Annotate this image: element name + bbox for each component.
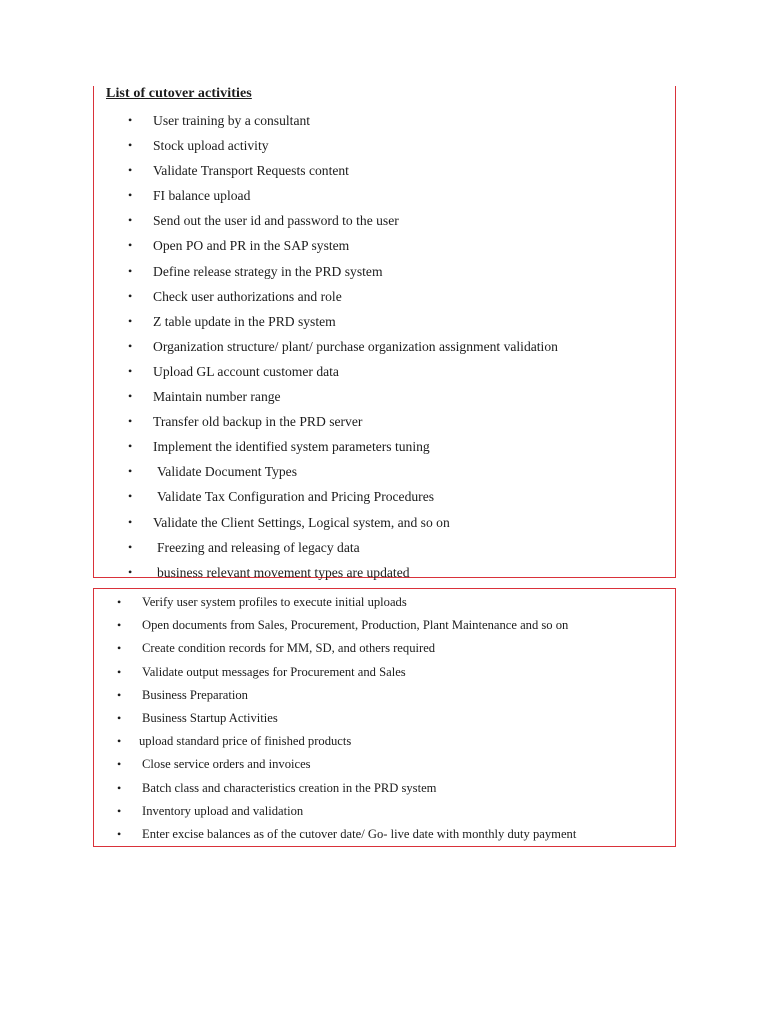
list-item-text: Business Preparation bbox=[142, 687, 248, 702]
list-item-text: Check user authorizations and role bbox=[153, 288, 342, 304]
list-item-text: Batch class and characteristics creation in the PRD system bbox=[142, 780, 437, 795]
list-item-text: Stock upload activity bbox=[153, 138, 269, 154]
list-item-text: Close service orders and invoices bbox=[142, 757, 311, 772]
list-item-text: upload standard price of finished products bbox=[139, 734, 352, 749]
list-item-text: Validate Transport Requests content bbox=[153, 163, 349, 179]
bullet-icon: • bbox=[128, 238, 133, 253]
list-item bbox=[124, 158, 675, 183]
list-item-text: Define release strategy in the PRD system bbox=[153, 263, 383, 279]
list-item-text: Freezing and releasing of legacy data bbox=[157, 539, 360, 555]
list-item bbox=[112, 730, 675, 753]
bullet-icon: • bbox=[128, 288, 133, 303]
list-item bbox=[124, 384, 675, 409]
list-item-text: Validate the Client Settings, Logical system, and so on bbox=[153, 514, 450, 530]
list-item bbox=[124, 108, 675, 133]
list-item bbox=[112, 777, 675, 800]
list-item bbox=[112, 684, 675, 707]
bullet-icon: • bbox=[128, 464, 133, 479]
list-item bbox=[124, 133, 675, 158]
list-item bbox=[112, 614, 675, 637]
list-item-text: Implement the identified system parameters tuning bbox=[153, 439, 430, 455]
list-item bbox=[124, 359, 675, 384]
list-item-text: Inventory upload and validation bbox=[142, 803, 304, 818]
list-item-text: business relevant movement types are updated bbox=[157, 564, 410, 580]
bullet-icon: • bbox=[117, 618, 122, 633]
list-item-text: Business Startup Activities bbox=[142, 710, 278, 725]
list-item bbox=[112, 591, 675, 614]
bullet-icon: • bbox=[117, 710, 122, 725]
additional-activities-box bbox=[93, 588, 676, 847]
list-item-text: User training by a consultant bbox=[153, 113, 311, 128]
list-item-text: Enter excise balances as of the cutover date/ Go- live date with monthly duty payment bbox=[142, 826, 577, 841]
additional-activities-list bbox=[112, 591, 675, 846]
list-item bbox=[124, 459, 675, 484]
list-item-text: Open documents from Sales, Procurement, Production, Plant Maintenance and so on bbox=[142, 618, 569, 633]
list-item bbox=[124, 535, 675, 560]
list-item bbox=[112, 800, 675, 823]
list-item bbox=[124, 409, 675, 434]
cutover-activities-list bbox=[124, 108, 675, 585]
list-item-text: Organization structure/ plant/ purchase organization assignment validation bbox=[153, 338, 558, 354]
bullet-icon: • bbox=[128, 363, 133, 378]
bullet-icon: • bbox=[128, 138, 133, 153]
list-item bbox=[124, 309, 675, 334]
bullet-icon: • bbox=[128, 163, 133, 178]
bullet-icon: • bbox=[117, 664, 122, 679]
bullet-icon: • bbox=[128, 564, 133, 579]
list-item bbox=[124, 484, 675, 509]
bullet-icon: • bbox=[117, 595, 122, 609]
list-item-text: Open PO and PR in the SAP system bbox=[153, 238, 350, 254]
bullet-icon: • bbox=[128, 113, 133, 127]
list-item bbox=[112, 707, 675, 730]
list-item bbox=[112, 753, 675, 776]
bullet-icon: • bbox=[117, 826, 122, 841]
bullet-icon: • bbox=[128, 313, 133, 328]
bullet-icon: • bbox=[128, 213, 133, 228]
bullet-icon: • bbox=[117, 780, 122, 795]
bullet-icon: • bbox=[128, 539, 133, 554]
list-item-text: Validate Tax Configuration and Pricing Procedures bbox=[157, 489, 435, 505]
list-item-text: FI balance upload bbox=[153, 188, 251, 204]
bullet-icon: • bbox=[128, 514, 133, 529]
list-item-text: Send out the user id and password to the user bbox=[153, 213, 399, 229]
bullet-icon: • bbox=[128, 263, 133, 278]
list-item bbox=[112, 637, 675, 660]
bullet-icon: • bbox=[128, 414, 133, 429]
list-item-text: Verify user system profiles to execute initial uploads bbox=[142, 595, 407, 609]
section-title: List of cutover activities bbox=[106, 86, 252, 101]
cutover-activities-box bbox=[93, 86, 676, 578]
list-item bbox=[124, 259, 675, 284]
bullet-icon: • bbox=[117, 757, 122, 772]
list-item bbox=[112, 661, 675, 684]
list-item-text: Z table update in the PRD system bbox=[153, 313, 336, 329]
list-item-text: Upload GL account customer data bbox=[153, 363, 339, 379]
list-item bbox=[124, 284, 675, 309]
list-item bbox=[124, 510, 675, 535]
list-item-text: Transfer old backup in the PRD server bbox=[153, 414, 363, 430]
list-item bbox=[112, 823, 675, 846]
list-item bbox=[124, 208, 675, 233]
list-item-text: Maintain number range bbox=[153, 389, 281, 405]
bullet-icon: • bbox=[128, 338, 133, 353]
bullet-icon: • bbox=[117, 803, 122, 818]
bullet-icon: • bbox=[128, 188, 133, 203]
list-item bbox=[124, 434, 675, 459]
bullet-icon: • bbox=[117, 687, 122, 702]
bullet-icon: • bbox=[128, 439, 133, 454]
list-item bbox=[124, 183, 675, 208]
list-item bbox=[124, 233, 675, 258]
bullet-icon: • bbox=[128, 389, 133, 404]
bullet-icon: • bbox=[128, 489, 133, 504]
list-item bbox=[124, 560, 675, 585]
bullet-icon: • bbox=[117, 641, 122, 656]
list-item bbox=[124, 334, 675, 359]
list-item-text: Validate Document Types bbox=[157, 464, 297, 480]
list-item-text: Create condition records for MM, SD, and others required bbox=[142, 641, 436, 656]
list-item-text: Validate output messages for Procurement and Sales bbox=[142, 664, 406, 679]
bullet-icon: • bbox=[117, 734, 122, 749]
